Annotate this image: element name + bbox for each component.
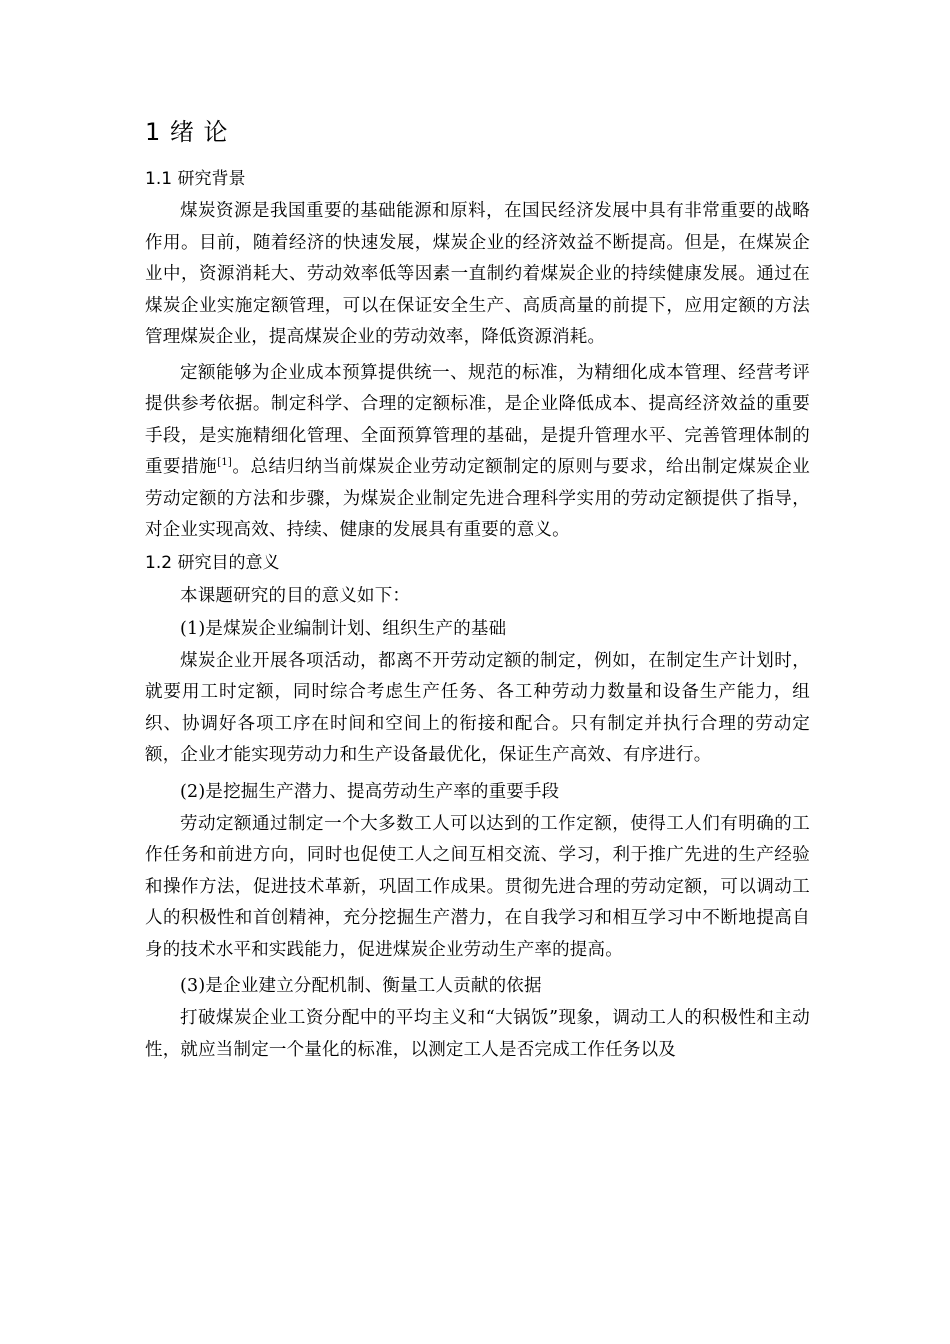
list-item-body: 打破煤炭企业工资分配中的平均主义和“大锅饭”现象，调动工人的积极性和主动性，就应当制定一个量化的标准，以测定工人是否完成工作任务以及 bbox=[145, 1008, 810, 1060]
paragraph-text: 。总结归纳当前煤炭企业劳动定额制定的原则与要求，给出制定煤炭企业劳动定额的方法和步骤，为煤炭企业制定先进合理科学实用的劳动定额提供了指导，对企业实现高效、持续、健康的发展具有重要的意义。 bbox=[145, 457, 810, 540]
section-heading-1-1: 1.1 研究背景 bbox=[145, 169, 246, 189]
list-item-body: 煤炭企业开展各项活动，都离不开劳动定额的制定，例如，在制定生产计划时，就要用工时定额，同时综合考虑生产任务、各工种劳动力数量和设备生产能力，组织、协调好各项工序在时间和空间上的衔接和配合。只有制定并执行合理的劳动定额，企业才能实现劳动力和生产设备最优化，保证生产高效、有序进行。 bbox=[145, 650, 810, 765]
list-item-heading: (1)是煤炭企业编制计划、组织生产的基础 bbox=[180, 618, 507, 639]
citation-marker: [1] bbox=[217, 457, 233, 468]
section-intro: 本课题研究的目的意义如下： bbox=[180, 585, 411, 606]
section-heading-1-2: 1.2 研究目的意义 bbox=[145, 552, 280, 573]
list-item-body: 劳动定额通过制定一个大多数工人可以达到的工作定额，使得工人们有明确的工作任务和前进方向，同时也促使工人之间互相交流、学习，利于推广先进的生产经验和操作方法，促进技术革新，巩固工作成果。贯彻先进合理的劳动定额，可以调动工人的积极性和首创精神，充分挖掘生产潜力，在自我学习和相互学习中不断地提高自身的技术水平和实践能力，促进煤炭企业劳动生产率的提高。 bbox=[145, 813, 810, 960]
chapter-heading: 1 绪 论 bbox=[145, 118, 229, 146]
paragraph-text: 定额能够为企业成本预算提供统一、规范的标准，为精细化成本管理、经营考评提供参考依据。制定科学、合理的定额标准，是企业降低成本、提高经济效益的重要手段，是实施精细化管理、全面预算管理的基础，是提升管理水平、完善管理体制的重要措施 bbox=[145, 362, 810, 477]
document-page bbox=[145, 112, 810, 1066]
paragraph-background-2 bbox=[145, 358, 810, 547]
paragraph-background-1: 煤炭资源是我国重要的基础能源和原料，在国民经济发展中具有非常重要的战略作用。目前，随着经济的快速发展，煤炭企业的经济效益不断提高。但是，在煤炭企业中，资源消耗大、劳动效率低等因素一直制约着煤炭企业的持续健康发展。通过在煤炭企业实施定额管理，可以在保证安全生产、高质高量的前提下，应用定额的方法管理煤炭企业，提高煤炭企业的劳动效率，降低资源消耗。 bbox=[145, 201, 810, 347]
list-item-heading: (3)是企业建立分配机制、衡量工人贡献的依据 bbox=[180, 976, 542, 996]
list-item-heading: (2)是挖掘生产潜力、提高劳动生产率的重要手段 bbox=[180, 781, 560, 802]
